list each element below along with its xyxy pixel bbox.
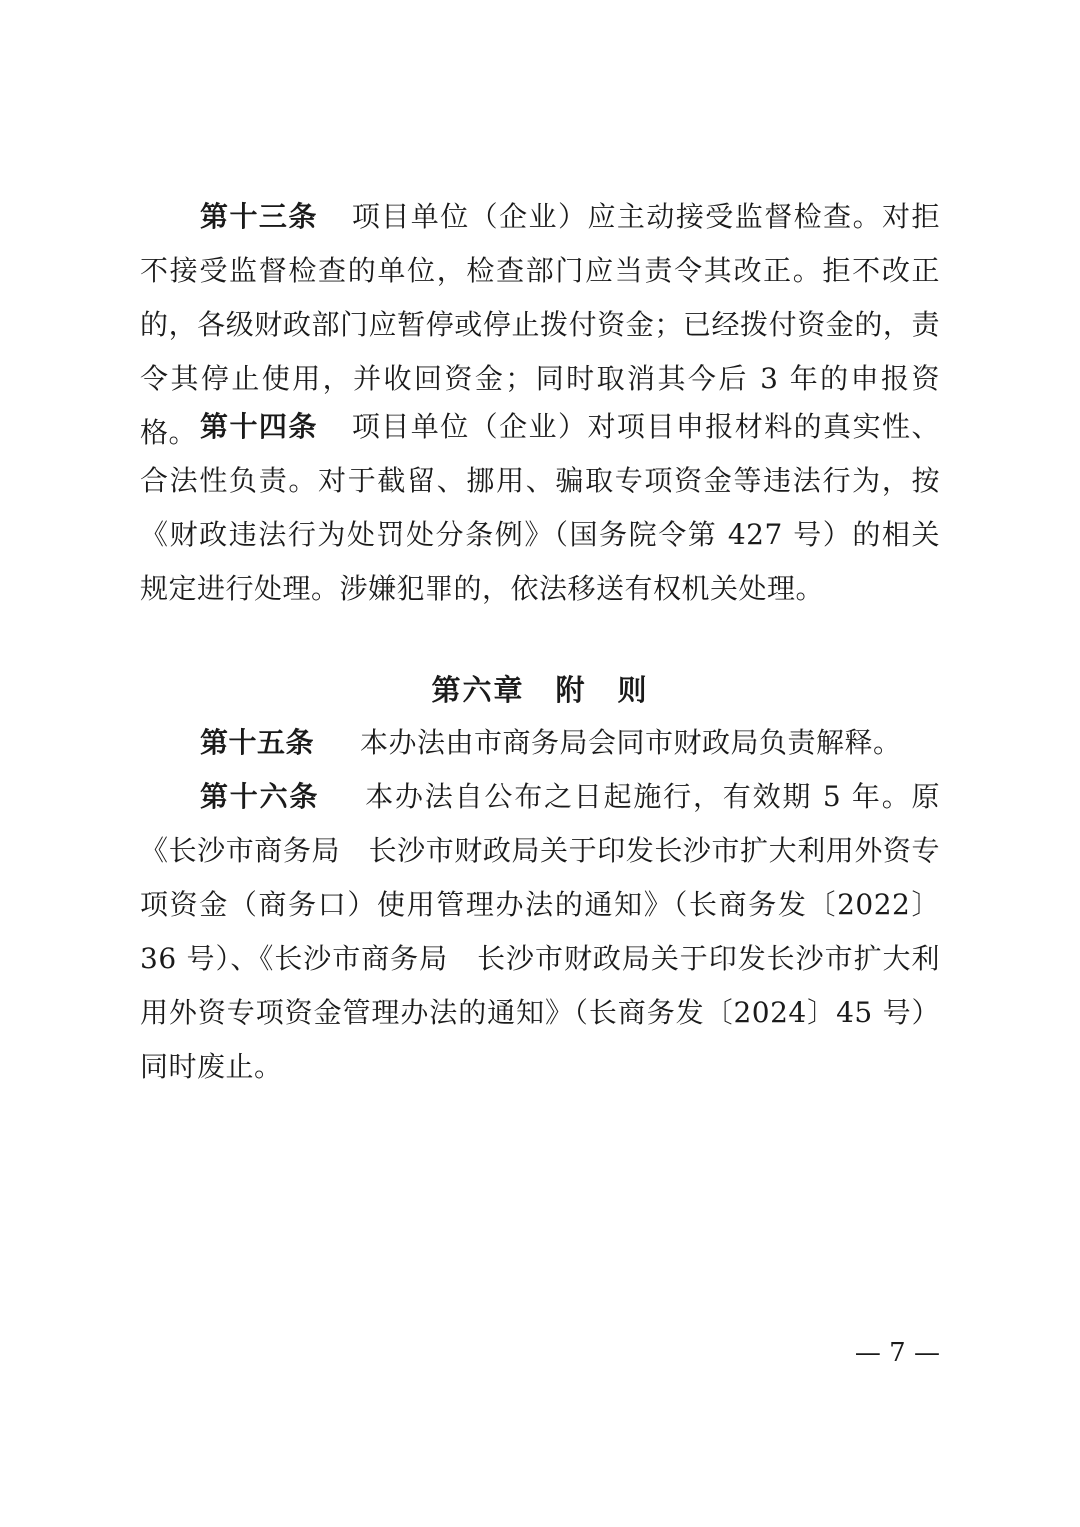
article-13-label: 第十三条 — [200, 200, 318, 233]
article-13-text: 项目单位（企业）应主动接受监督检查。对拒不接受监督检查的单位，检查部门应当责令其改正。拒不改正的，各级财政部门应暂停或停止拨付资金；已经拨付资金的，责令其停止使用，并收回资金；同时取消其今后 3 年的申报资格。 — [140, 200, 940, 449]
article-15-text: 本办法由市商务局会同市财政局负责解释。 — [360, 726, 902, 759]
article-16-label: 第十六条 — [200, 780, 320, 813]
article-14-text: 项目单位（企业）对项目申报材料的真实性、合法性负责。对于截留、挪用、骗取专项资金等违法行为，按《财政违法行为处罚处分条例》（国务院令第 427 号）的相关规定进行处理。涉嫌犯罪的，依法移送有权机关处理。 — [140, 410, 940, 605]
page-number: — 7 — — [854, 1338, 940, 1368]
article-15-paragraph — [140, 716, 940, 770]
article-16-paragraph — [140, 770, 940, 1094]
chapter-title: 第六章 附 则 — [431, 673, 649, 707]
article-14-paragraph — [140, 400, 940, 616]
article-14-label: 第十四条 — [200, 410, 318, 443]
article-16-text: 本办法自公布之日起施行，有效期 5 年。原《长沙市商务局 长沙市财政局关于印发长沙市扩大利用外资专项资金（商务口）使用管理办法的通知》（长商务发〔2022〕36 号）、《长沙市商务局 长沙市财政局关于印发长沙市扩大利用外资专项资金管理办法的通知》（长商务发〔2024〕45 号）同时废止。 — [140, 780, 940, 1083]
article-15-label: 第十五条 — [200, 726, 315, 759]
